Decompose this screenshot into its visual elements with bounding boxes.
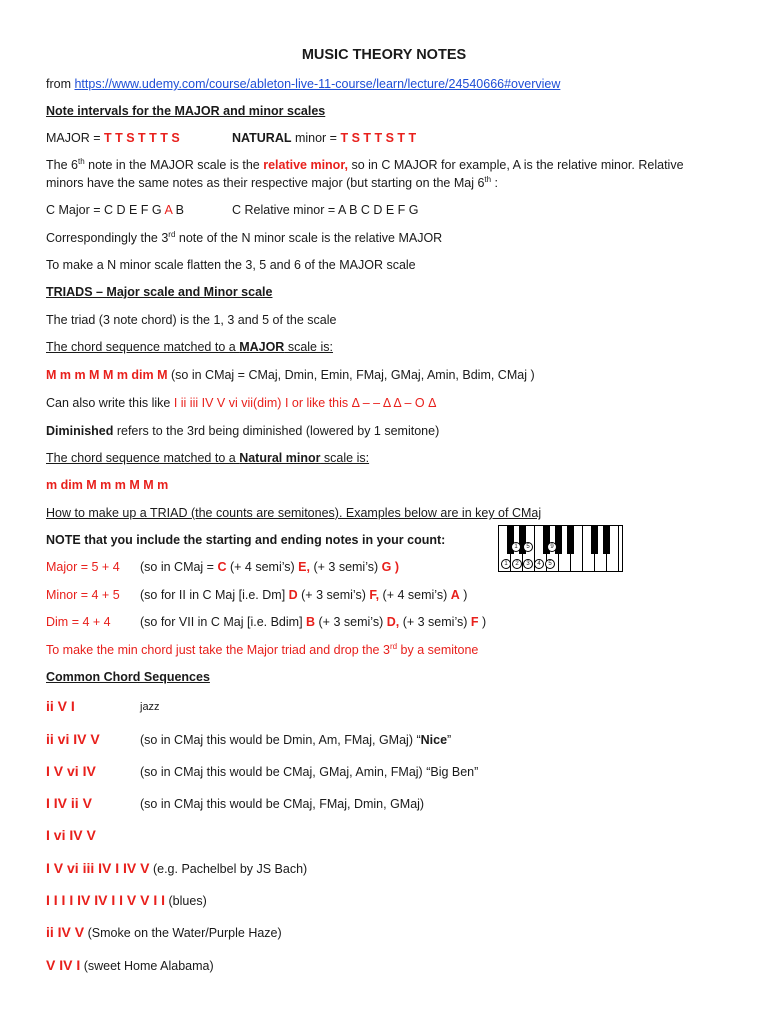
piano-keyboard-diagram — [498, 525, 623, 572]
triads-heading: TRIADS – Major scale and Minor scale — [46, 285, 273, 299]
sequence-chords: ii IV V — [46, 924, 85, 940]
key-marker-top: 9 — [547, 542, 557, 552]
text-span: To make the min chord just take the Major triad and drop the 3 — [46, 643, 390, 657]
correspondingly-line — [46, 231, 442, 245]
triad-note: NOTE that you include the starting and ending notes in your count: — [46, 533, 446, 547]
key-marker-bottom: 5 — [545, 559, 555, 569]
sequence-note: (e.g. Pachelbel by JS Bach) — [149, 862, 308, 876]
text-span: (so in CMaj this would be Dmin, Am, FMaj, GMaj) “ — [140, 733, 421, 747]
text-span: ) — [478, 615, 487, 629]
sequence-chords: I V vi IV — [46, 763, 96, 779]
natural-label: NATURAL — [232, 131, 292, 145]
sequence-chords: I vi IV V — [46, 827, 96, 843]
sequence-line — [46, 860, 307, 876]
major-steps: T T S T T T S — [104, 131, 180, 145]
sequence-chords: ii vi IV V — [46, 731, 100, 747]
key-marker-bottom: 2 — [512, 559, 522, 569]
text-span: note in the MAJOR scale is the — [84, 158, 264, 172]
sequence-note: jazz — [140, 701, 160, 713]
relative-minor-term: relative minor, — [263, 158, 348, 172]
text-span: Diminished — [46, 424, 114, 438]
black-key — [603, 526, 610, 554]
key-marker-top: 5 — [523, 542, 533, 552]
text-span: (+ 4 semi’s) — [379, 588, 451, 602]
text-span: (+ 3 semi’s) — [315, 615, 387, 629]
text-span: by a semitone — [397, 643, 479, 657]
text-span: (+ 3 semi’s) — [399, 615, 471, 629]
source-link[interactable]: https://www.udemy.com/course/ableton-live-11-course/learn/lecture/24540666#overview — [74, 77, 561, 91]
sequence-line — [46, 924, 282, 940]
text-span: The chord sequence matched to a — [46, 451, 240, 465]
dim-formula: Dim = 4 + 4 — [46, 615, 111, 629]
roman-numerals: I ii iii IV V vi vii(dim) I or like this Δ – – Δ Δ – O Δ — [173, 396, 437, 410]
text-span: ” — [447, 733, 452, 747]
key-marker-bottom: 4 — [534, 559, 544, 569]
black-key — [591, 526, 598, 554]
dim-example — [140, 615, 486, 629]
text-span: so in C MAJOR for example, A is the relative minor. Relative — [347, 158, 684, 172]
sequence-chords: I IV ii V — [46, 795, 92, 811]
text-span: refers to the 3rd being diminished (lowered by 1 semitone) — [113, 424, 440, 438]
major-example — [140, 560, 399, 574]
note-g: G ) — [381, 560, 400, 574]
superscript: th — [484, 174, 492, 184]
c-major-notes — [46, 203, 184, 217]
text-span: Nice — [420, 733, 448, 747]
text-span: MAJOR — [239, 340, 285, 354]
text-span: (so in CMaj = CMaj, Dmin, Emin, FMaj, GMaj, Amin, Bdim, CMaj ) — [167, 368, 535, 382]
note-f: F — [470, 615, 479, 629]
text-span: C Major = C D E F G — [46, 203, 165, 217]
minor-formula: Minor = 4 + 5 — [46, 588, 120, 602]
sequence-line — [46, 957, 214, 973]
sequence-note: (blues) — [165, 894, 207, 908]
sequence-note — [140, 733, 451, 747]
text-span: (+ 3 semi’s) — [297, 588, 370, 602]
sequences-heading: Common Chord Sequences — [46, 670, 210, 684]
flatten-line: To make a N minor scale flatten the 3, 5 and 6 of the MAJOR scale — [46, 258, 416, 272]
note-c: C — [217, 560, 227, 574]
sequence-note: (Smoke on the Water/Purple Haze) — [84, 926, 282, 940]
minor-example — [140, 588, 467, 602]
major-formula: Major = 5 + 4 — [46, 560, 120, 574]
note-f: F, — [369, 588, 380, 602]
major-chord-sequence — [46, 368, 535, 382]
sequence-line — [46, 892, 207, 908]
superscript: rd — [389, 641, 398, 651]
text-span: (+ 4 semi’s) — [226, 560, 299, 574]
text-span: Natural minor — [239, 451, 321, 465]
page-title: MUSIC THEORY NOTES — [301, 47, 467, 63]
roman-numeral-line — [46, 396, 436, 410]
text-span: The chord sequence matched to a — [46, 340, 240, 354]
sequence-note: (sweet Home Alabama) — [80, 959, 214, 973]
minor-steps: T S T T S T T — [340, 131, 417, 145]
chord-sequence: M m m M M m dim M — [46, 368, 168, 382]
text-span: ) — [459, 588, 468, 602]
min-chord-tip — [46, 643, 478, 657]
text-span: minors have the same notes as their respective major (but starting on the Maj 6 — [46, 176, 485, 190]
key-marker-top: 1 — [511, 542, 521, 552]
diminished-line — [46, 424, 439, 438]
text-span: : — [491, 176, 499, 190]
sequence-note: (so in CMaj this would be CMaj, FMaj, Dmin, GMaj) — [140, 797, 425, 811]
text-span: (+ 3 semi’s) — [309, 560, 382, 574]
source-prefix: from — [46, 77, 71, 91]
note-e: E, — [298, 560, 310, 574]
highlight-note: A — [164, 203, 173, 217]
text-span: (so for VII in C Maj [i.e. Bdim] — [140, 615, 307, 629]
text-span: (so for II in C Maj [i.e. Dm] — [140, 588, 289, 602]
superscript: rd — [168, 229, 176, 239]
minor-chord-sequence: m dim M m m M M m — [46, 478, 169, 492]
relative-minor-line-2 — [46, 176, 498, 190]
major-label: MAJOR = — [46, 131, 104, 145]
text-span: Correspondingly the 3 — [46, 231, 169, 245]
major-intervals — [46, 131, 180, 145]
major-sequence-heading — [46, 340, 333, 354]
text-span: note of the N minor scale is the relative MAJOR — [175, 231, 443, 245]
black-key — [567, 526, 574, 554]
triad-description: The triad (3 note chord) is the 1, 3 and 5 of the scale — [46, 313, 337, 327]
text-span: B — [172, 203, 184, 217]
relative-minor-line-1 — [46, 158, 684, 172]
key-marker-bottom: 3 — [523, 559, 533, 569]
sequence-chords: I V vi iii IV I IV V — [46, 860, 150, 876]
source-line — [46, 77, 560, 91]
triad-howto: How to make up a TRIAD (the counts are semitones). Examples below are in key of CMaj — [46, 506, 542, 520]
note-d: D — [288, 588, 298, 602]
c-relative-minor-notes: C Relative minor = A B C D E F G — [232, 203, 419, 217]
superscript: th — [77, 156, 85, 166]
intervals-heading: Note intervals for the MAJOR and minor scales — [46, 104, 326, 118]
note-b: B — [306, 615, 316, 629]
sequence-chords: ii V I — [46, 698, 75, 714]
minor-sequence-heading — [46, 451, 369, 465]
text-span: scale is: — [284, 340, 333, 354]
sequence-chords: V IV I — [46, 957, 81, 973]
text-span: The 6 — [46, 158, 78, 172]
text-span: Can also write this like — [46, 396, 174, 410]
key-marker-bottom: 1 — [501, 559, 511, 569]
minor-label: minor = — [291, 131, 341, 145]
note-a: A — [450, 588, 460, 602]
sequence-note: (so in CMaj this would be CMaj, GMaj, Amin, FMaj) “Big Ben” — [140, 765, 479, 779]
minor-intervals — [232, 131, 416, 145]
text-span: (so in CMaj = — [140, 560, 218, 574]
text-span: scale is: — [320, 451, 370, 465]
note-d: D, — [386, 615, 400, 629]
sequence-chords: I I I I IV IV I I V V I I — [46, 892, 166, 908]
